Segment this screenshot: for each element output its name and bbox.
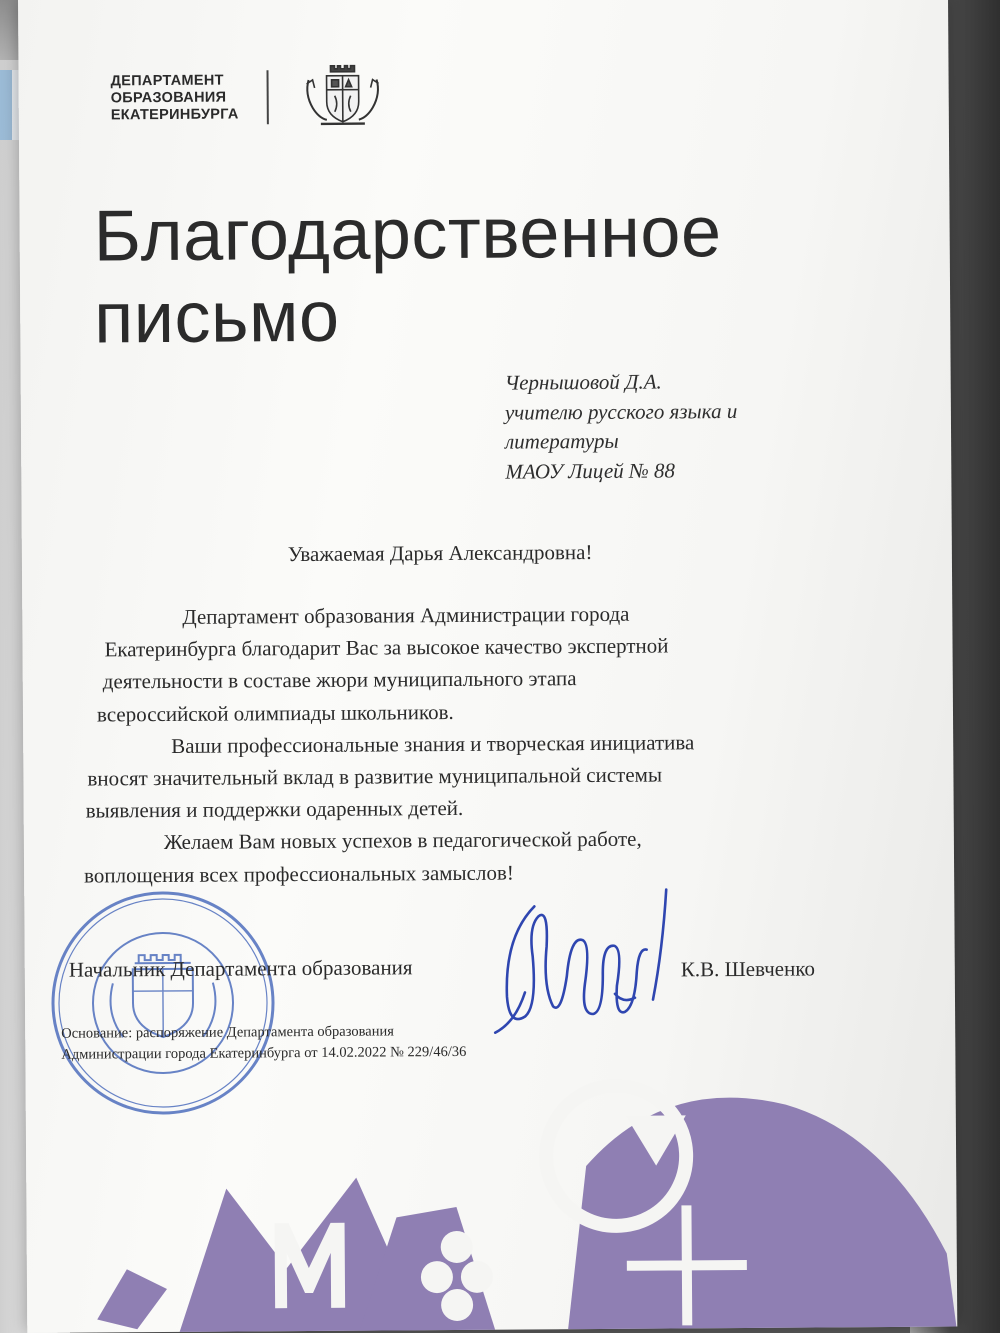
addressee-block <box>505 367 738 487</box>
org-line-3: ЕКАТЕРИНБУРГА <box>110 106 239 124</box>
letter-body <box>82 596 844 891</box>
body-line: вносят значительный вклад в развитие муниципальной системы <box>87 762 663 791</box>
purple-geometric-ornament-icon <box>25 1033 957 1332</box>
addressee-line: Чернышовой Д.А. <box>504 369 662 395</box>
body-line: выявления и поддержки одаренных детей. <box>85 796 464 823</box>
org-line-1: ДЕПАРТАМЕНТ <box>110 72 224 90</box>
body-line: Желаем Вам новых успехов в педагогической работе, <box>163 827 642 855</box>
letter-sheet <box>18 0 957 1333</box>
greeting: Уважаемая Дарья Александровна! <box>287 540 593 567</box>
city-coat-of-arms-icon <box>300 59 384 130</box>
org-line-2: ОБРАЗОВАНИЯ <box>110 89 227 107</box>
title-line-2: письмо <box>93 276 340 359</box>
basis-line: Основание: распоряжение Департамента образования <box>61 1023 394 1042</box>
signatory-name: К.В. Шевченко <box>680 956 816 982</box>
document-title <box>93 191 722 359</box>
body-line: воплощения всех профессиональных замыслов! <box>84 860 514 888</box>
org-name <box>111 72 239 124</box>
body-line: Екатеринбурга благодарит Вас за высокое качество экспертной <box>104 633 669 662</box>
addressee-line: МАОУ Лицей № 88 <box>505 457 676 484</box>
body-line: Ваши профессиональные знания и творческая инициатива <box>171 730 695 758</box>
title-line-1: Благодарственное <box>93 192 722 277</box>
handwritten-signature-icon <box>464 875 705 1057</box>
signatory-position: Начальник Департамента образования <box>68 955 413 982</box>
header-divider <box>266 70 268 124</box>
body-line: деятельности в составе жюри муниципального этапа <box>102 666 577 694</box>
body-line: Департамент образования Администрации города <box>182 601 630 629</box>
addressee-line: литературы <box>505 428 619 454</box>
basis-line: Администрации города Екатеринбурга от 14.02.2022 № 229/46/36 <box>61 1043 467 1063</box>
body-line: всероссийской олимпиады школьников. <box>96 699 454 727</box>
addressee-line: учителю русского языка и <box>504 398 738 425</box>
